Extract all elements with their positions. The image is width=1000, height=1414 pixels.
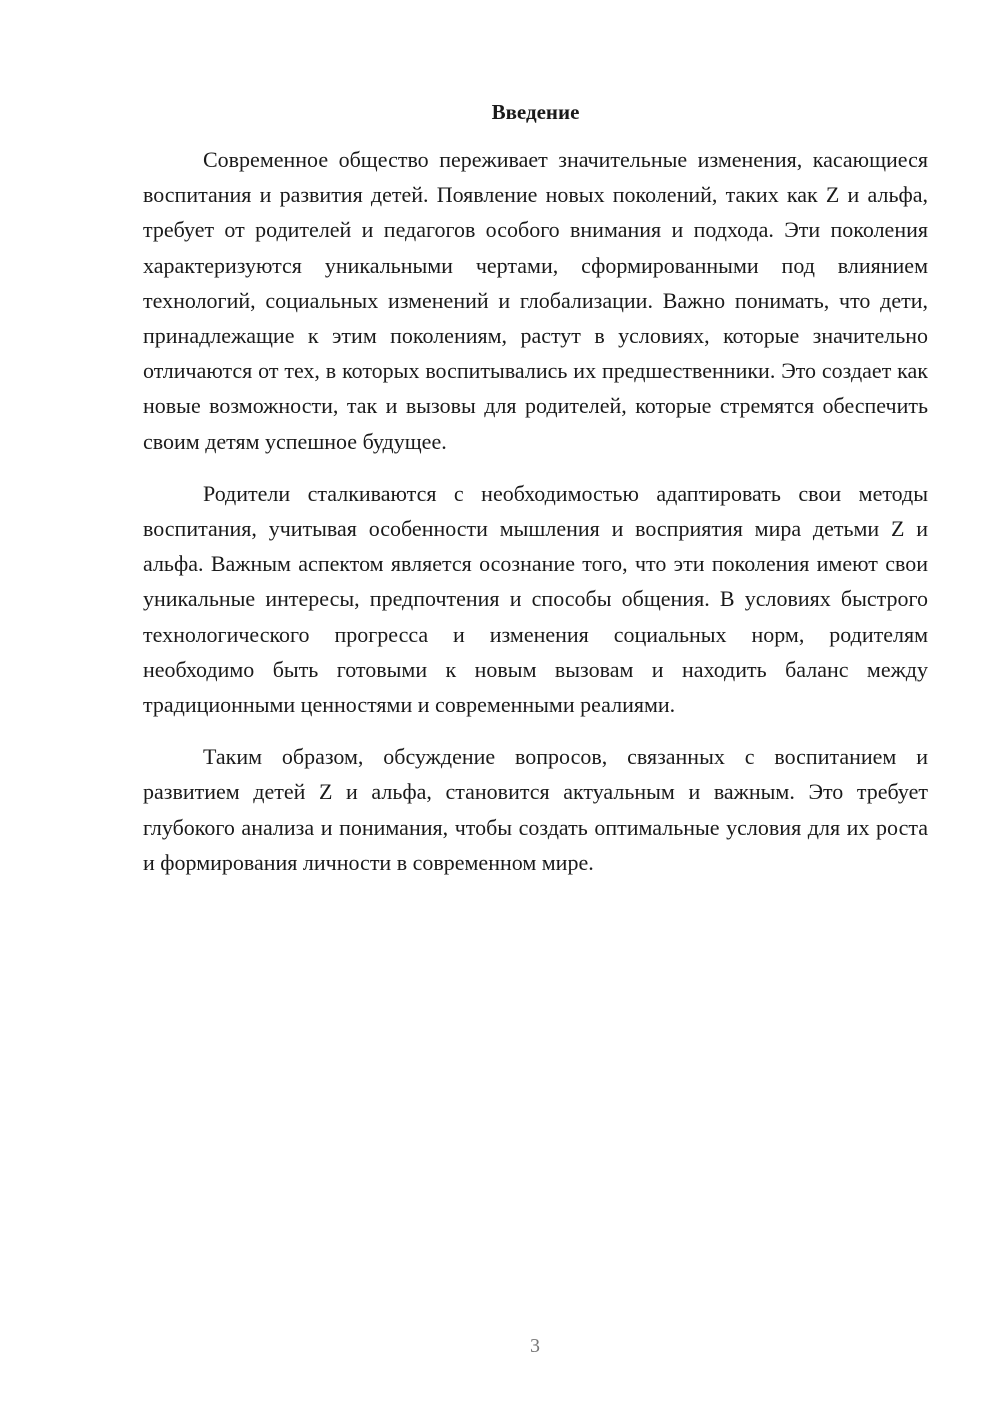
paragraph-3: Таким образом, обсуждение вопросов, связанных с воспитанием и развитием детей Z и альфа, становится актуальным и важным. Это требует глубокого анализа и понимания, чтобы создать оптимальные условия для их роста и формирования личности в современном мире.: [143, 744, 928, 875]
body-text: [143, 142, 928, 897]
paragraph-2: Родители сталкиваются с необходимостью адаптировать свои методы воспитания, учитывая особенности мышления и восприятия мира детьми Z и альфа. Важным аспектом является осознание того, что эти поколения имеют свои уникальные интересы, предпочтения и способы общения. В условиях быстрого технологического прогресса и изменения социальных норм, родителям необходимо быть готовыми к новым вызовам и находить баланс между традиционными ценностями и современными реалиями.: [143, 480, 928, 718]
page-number: 3: [530, 1335, 540, 1357]
paragraph-1: Современное общество переживает значительные изменения, касающиеся воспитания и развития детей. Появление новых поколений, таких как Z и альфа, требует от родителей и педагогов особого внимания и подхода. Эти поколения характеризуются уникальными чертами, сформированными под влиянием технологий, социальных изменений и глобализации. Важно понимать, что дети, принадлежащие к этим поколениям, растут в условиях, которые значительно отличаются от тех, в которых воспитывались их предшественники. Это создает как новые возможности, так и вызовы для родителей, которые стремятся обеспечить своим детям успешное будущее.: [143, 147, 928, 454]
page-title: Введение: [491, 100, 580, 124]
